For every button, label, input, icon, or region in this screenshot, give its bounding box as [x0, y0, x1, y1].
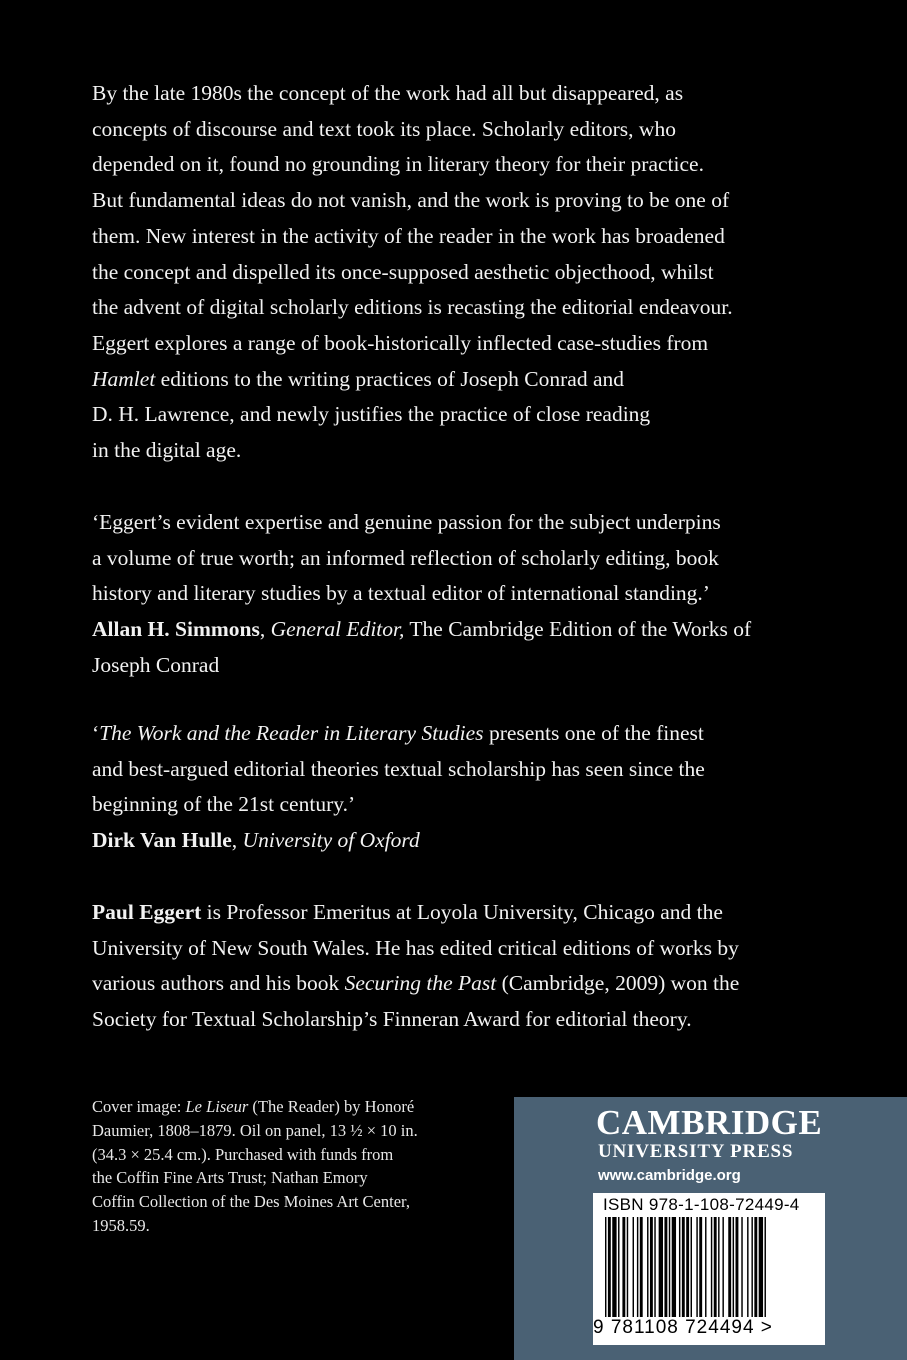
reviewer-name: Dirk Van Hulle [92, 828, 232, 853]
blurb-line: Eggert explores a range of book-historically inflected case-studies from [92, 330, 709, 355]
cover-image-credit [92, 1095, 512, 1238]
blurb-line: the advent of digital scholarly editions is recasting the editorial endeavour. [92, 295, 733, 320]
bio-line [92, 966, 832, 1002]
blurb-line: concepts of discourse and text took its place. Scholarly editors, who [92, 116, 676, 141]
publisher-panel [514, 1097, 907, 1360]
reviewer-role: General Editor, [270, 617, 405, 642]
barcode-icon [603, 1217, 815, 1317]
quote-attribution: Dirk Van Hulle, University of Oxford [92, 828, 420, 853]
quote-line: and best-argued editorial theories textual scholarship has seen since the [92, 756, 705, 781]
review-quote-simmons [92, 505, 832, 684]
blurb-paragraph [92, 76, 832, 469]
quote-line: ‘Eggert’s evident expertise and genuine passion for the subject underpins [92, 510, 721, 534]
credit-line: Daumier, 1808–1879. Oil on panel, 13 ½ × 10 in. [92, 1120, 418, 1140]
bio-book-title: Securing the Past [344, 971, 497, 996]
hamlet-title: Hamlet [92, 366, 156, 391]
bio-line [92, 895, 832, 931]
blurb-line: depended on it, found no grounding in literary theory for their practice. [92, 152, 704, 177]
barcode-digits: 9 781108 724494 > [593, 1317, 773, 1338]
review-quote-van-hulle [92, 716, 832, 859]
blurb-line: But fundamental ideas do not vanish, and the work is proving to be one of [92, 188, 730, 213]
quote-line: beginning of the 21st century.’ [92, 792, 356, 817]
isbn-label: ISBN 978-1-108-72449-4 [603, 1195, 800, 1214]
credit-line [92, 1095, 512, 1119]
open-quote-mark: ‘ [92, 721, 100, 745]
isbn-barcode [593, 1193, 825, 1345]
blurb-line: By the late 1980s the concept of the work had all but disappeared, as [92, 81, 684, 105]
reviewer-affiliation: University of Oxford [242, 828, 420, 853]
reviewer-name: Allan H. Simmons [92, 617, 260, 642]
reviewer-series: The Cambridge Edition of the Works of [409, 617, 752, 642]
publisher-url: www.cambridge.org [598, 1167, 741, 1184]
credit-line: the Coffin Fine Arts Trust; Nathan Emory [92, 1168, 368, 1188]
painting-title: Le Liseur [185, 1097, 249, 1116]
quote-attribution: Allan H. Simmons, General Editor, The Cambridge Edition of the Works of [92, 617, 752, 642]
credit-line: (34.3 × 25.4 cm.). Purchased with funds from [92, 1144, 394, 1164]
blurb-line: them. New interest in the activity of the reader in the work has broadened [92, 223, 725, 248]
bio-text: is Professor Emeritus at Loyola University, Chicago and the [201, 900, 723, 924]
reviewer-series-end: Joseph Conrad [92, 652, 220, 677]
bio-text: (Cambridge, 2009) won the [496, 971, 740, 996]
blurb-line-text: editions to the writing practices of Joseph Conrad and [160, 366, 625, 391]
bio-text: various authors and his book [92, 971, 345, 996]
credit-line: Coffin Collection of the Des Moines Art Center, [92, 1192, 410, 1212]
quote-line [92, 716, 832, 752]
author-name: Paul Eggert [92, 900, 202, 924]
blurb-line: in the digital age. [92, 438, 242, 463]
blurb-line: D. H. Lawrence, and newly justifies the practice of close reading [92, 402, 651, 427]
blurb-line [92, 362, 832, 398]
publisher-logo-subtitle: UNIVERSITY PRESS [598, 1141, 794, 1162]
blurb-line: the concept and dispelled its once-supposed aesthetic objecthood, whilst [92, 259, 714, 284]
bio-line: Society for Textual Scholarship’s Finneran Award for editorial theory. [92, 1007, 692, 1032]
bio-line: University of New South Wales. He has edited critical editions of works by [92, 935, 739, 960]
book-title: The Work and the Reader in Literary Studies [99, 721, 484, 745]
author-bio [92, 895, 832, 1038]
quote-line: a volume of true worth; an informed reflection of scholarly editing, book [92, 545, 719, 570]
credit-line: 1958.59. [92, 1215, 150, 1235]
credit-prefix: Cover image: [92, 1097, 186, 1116]
publisher-logo-name: CAMBRIDGE [596, 1103, 823, 1142]
quote-line: history and literary studies by a textual editor of international standing.’ [92, 581, 710, 606]
credit-text: (The Reader) by Honoré [248, 1097, 415, 1116]
quote-line-text: presents one of the finest [483, 721, 704, 745]
